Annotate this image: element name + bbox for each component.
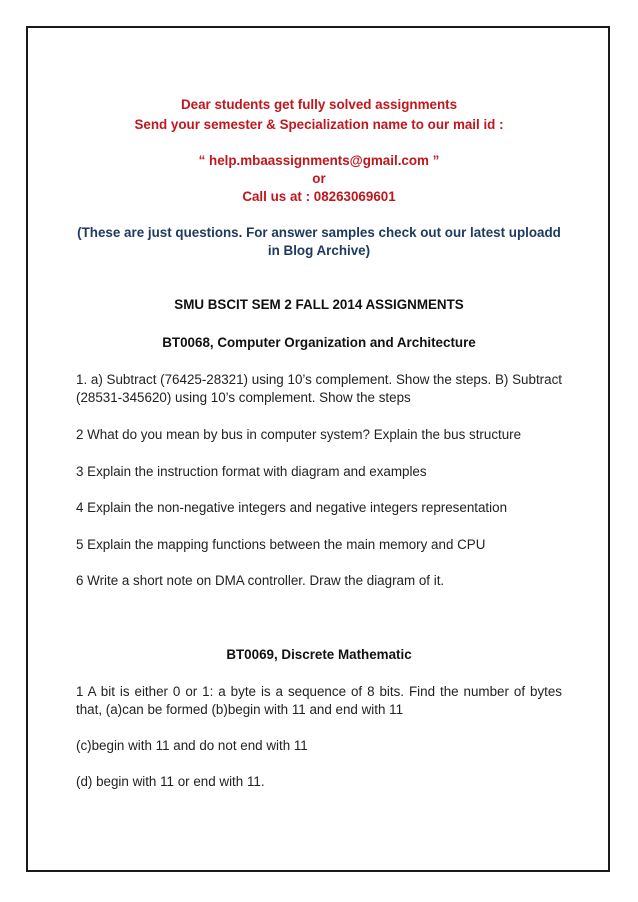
promo-email: “ help.mbaassignments@gmail.com ”: [198, 153, 440, 168]
promo-line-1: Dear students get fully solved assignments: [180, 97, 458, 112]
question-item: 1 A bit is either 0 or 1: a byte is a sequence of 8 bits. Find the number of bytes that, (a)can be formed (b)begin with 11 and end with 11: [76, 684, 562, 717]
page-title: SMU BSCIT SEM 2 FALL 2014 ASSIGNMENTS: [174, 297, 464, 312]
question-item: 4 Explain the non-negative integers and negative integers representation: [76, 500, 508, 515]
question-item: 6 Write a short note on DMA controller. Draw the diagram of it.: [76, 573, 445, 588]
question-item: 1. a) Subtract (76425-28321) using 10’s complement. Show the steps. B) Subtract (28531-345620) using 10’s complement. Show the steps: [76, 372, 562, 405]
promo-line-2: Send your semester & Specialization name to our mail id :: [134, 117, 504, 132]
question-item: 2 What do you mean by bus in computer system? Explain the bus structure: [76, 427, 522, 442]
question-item: (d) begin with 11 or end with 11.: [76, 774, 265, 789]
question-item: 3 Explain the instruction format with diagram and examples: [76, 464, 427, 479]
subject-heading-bt0069: BT0069, Discrete Mathematic: [226, 647, 412, 662]
question-item: 5 Explain the mapping functions between the main memory and CPU: [76, 537, 486, 552]
promo-or: or: [312, 171, 326, 186]
subject-heading-bt0068: BT0068, Computer Organization and Architecture: [162, 335, 476, 350]
answer-note: (These are just questions. For answer samples check out our latest uploadd in Blog Archive): [77, 225, 561, 258]
promo-call: Call us at : 08263069601: [242, 189, 396, 204]
question-item: (c)begin with 11 and do not end with 11: [76, 738, 308, 753]
